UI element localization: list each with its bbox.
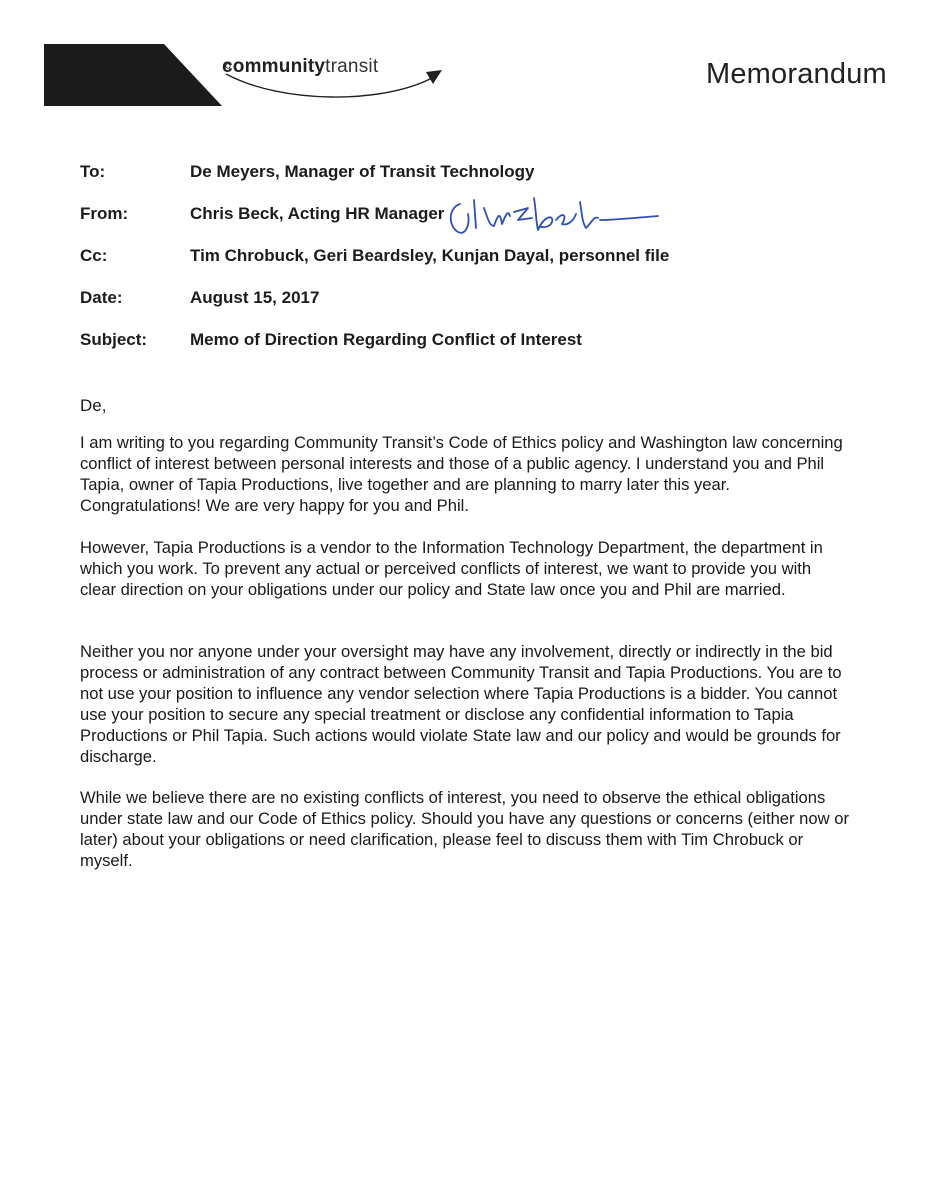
to-value: De Meyers, Manager of Transit Technology [190, 162, 535, 181]
handwritten-signature [444, 186, 664, 246]
cc-value: Tim Chrobuck, Geri Beardsley, Kunjan Dayal, personnel file [190, 246, 670, 265]
date-value: August 15, 2017 [190, 288, 320, 307]
from-value: Chris Beck, Acting HR Manager [190, 204, 445, 223]
subject-label: Subject: [80, 330, 148, 349]
to-label: To: [80, 162, 106, 181]
body-paragraph: While we believe there are no existing conflicts of interest, you need to observe the ethical obligations under state law and our Code of Ethics policy. Should you have any questions or concerns (either now or later) about your obligations or need clarification, please feel to discuss them with Tim Chrobuck or myself. [80, 788, 849, 870]
logo-swoosh-icon [222, 60, 452, 102]
logo-text-light: transit [325, 56, 379, 77]
from-label: From: [80, 204, 129, 223]
memo-title: Memorandum [706, 58, 887, 90]
subject-value: Memo of Direction Regarding Conflict of Interest [190, 330, 582, 349]
body-paragraph: Neither you nor anyone under your oversight may have any involvement, directly or indirectly in the bid process or administration of any contract between Community Transit and Tapia Productions. You are to not use your position to influence any vendor selection where Tapia Productions is a bidder. You cannot use your position to secure any special treatment or disclose any confidential information to Tapia Productions or Phil Tapia. Such actions would violate State law and our policy and would be grounds for discharge. [80, 642, 842, 766]
salutation: De, [80, 396, 107, 415]
header-bar [44, 44, 222, 106]
date-label: Date: [80, 288, 123, 307]
logo-text-bold: community [222, 56, 326, 77]
cc-label: Cc: [80, 246, 108, 265]
body-paragraph: I am writing to you regarding Community Transit’s Code of Ethics policy and Washington law concerning conflict of interest between personal interests and those of a public agency. I understand you and Phil Tapia, owner of Tapia Productions, live together and are planning to marry later this year. Congratulations! We are very happy for you and Phil. [80, 433, 843, 515]
body-paragraph: However, Tapia Productions is a vendor to the Information Technology Department, the department in which you work. To prevent any actual or perceived conflicts of interest, we want to provide you with clear direction on your obligations under our policy and State law once you and Phil are married. [80, 538, 823, 599]
